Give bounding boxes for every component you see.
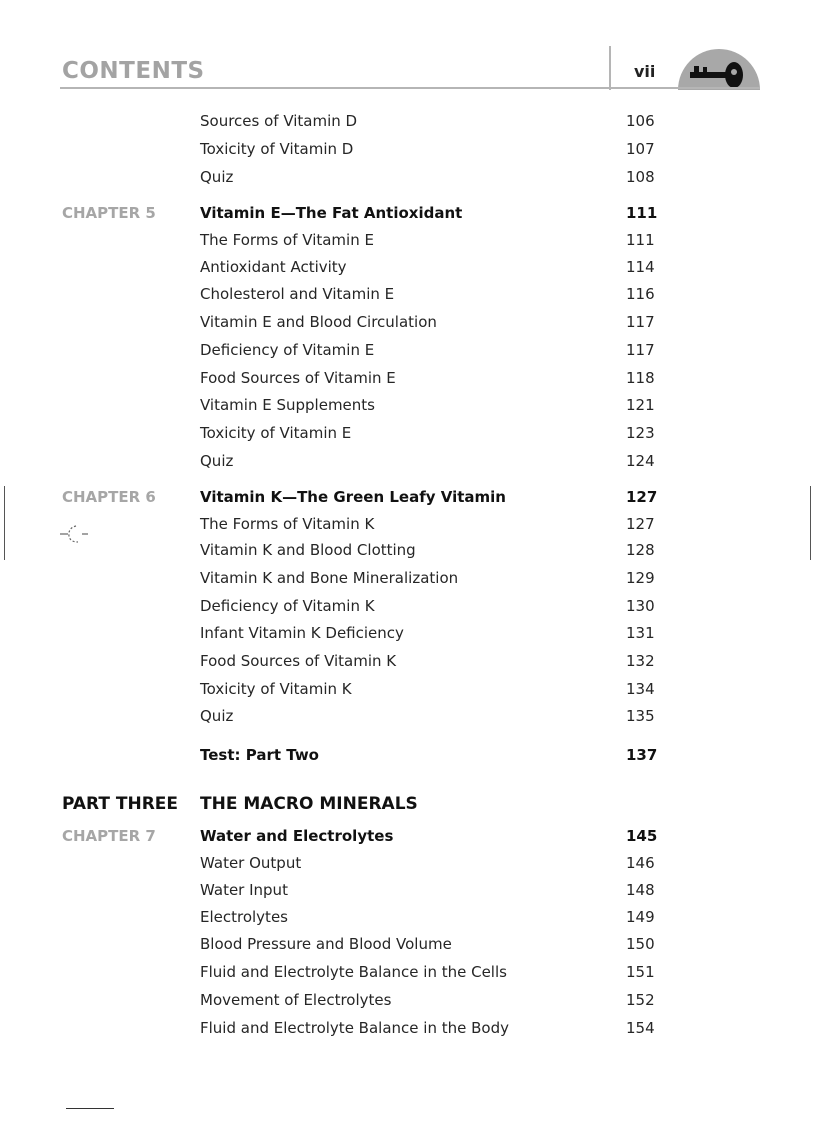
toc-page: 149: [626, 908, 655, 926]
toc-page: 128: [626, 541, 655, 559]
toc-page: 121: [626, 396, 655, 414]
toc-title: Toxicity of Vitamin E: [200, 424, 352, 442]
header-rule: [60, 87, 760, 89]
toc-entry: [0, 794, 816, 818]
toc-page: 151: [626, 963, 655, 981]
toc-page: 152: [626, 991, 655, 1009]
toc-entry: [0, 396, 816, 420]
toc-entry: [0, 1019, 816, 1043]
toc-title: Vitamin K—The Green Leafy Vitamin: [200, 488, 506, 506]
toc-entry: [0, 935, 816, 959]
toc-title: Food Sources of Vitamin K: [200, 652, 397, 670]
toc-title: Vitamin K and Bone Mineralization: [200, 569, 459, 587]
toc-page: 114: [626, 258, 655, 276]
toc-page: 134: [626, 680, 655, 698]
toc-page: 130: [626, 597, 655, 615]
toc-entry: [0, 624, 816, 648]
header-vertical-rule: [609, 46, 611, 90]
toc-title: Quiz: [200, 707, 234, 725]
toc-entry: [0, 452, 816, 476]
toc-entry: [0, 541, 816, 565]
toc-page: 106: [626, 112, 655, 130]
toc-entry: [0, 746, 816, 770]
toc-label: CHAPTER 6: [62, 488, 156, 506]
toc-title: Cholesterol and Vitamin E: [200, 285, 395, 303]
toc-page: 116: [626, 285, 655, 303]
toc-entry: [0, 707, 816, 731]
toc-page: 132: [626, 652, 655, 670]
toc-page: 124: [626, 452, 655, 470]
toc-title: The Forms of Vitamin K: [200, 515, 375, 533]
toc-page: 131: [626, 624, 655, 642]
toc-entry: [0, 313, 816, 337]
toc-page: 146: [626, 854, 655, 872]
toc-title: Deficiency of Vitamin K: [200, 597, 375, 615]
toc-title: Blood Pressure and Blood Volume: [200, 935, 452, 953]
toc-entry: [0, 112, 816, 136]
toc-page: 129: [626, 569, 655, 587]
toc-entry: [0, 231, 816, 255]
toc-label: CHAPTER 7: [62, 827, 156, 845]
toc-title: Toxicity of Vitamin D: [200, 140, 354, 158]
toc-page: 127: [626, 515, 655, 533]
toc-page: 145: [626, 827, 658, 845]
toc-entry: [0, 881, 816, 905]
toc-entry: [0, 515, 816, 539]
toc-title: The Forms of Vitamin E: [200, 231, 374, 249]
toc-title: Vitamin E—The Fat Antioxidant: [200, 204, 463, 222]
toc-page: 135: [626, 707, 655, 725]
toc-page: 117: [626, 341, 655, 359]
toc-entry: [0, 168, 816, 192]
toc-label: PART THREE: [62, 794, 179, 814]
toc-page: 154: [626, 1019, 655, 1037]
toc-title: THE MACRO MINERALS: [200, 794, 418, 814]
toc-entry: [0, 854, 816, 878]
toc-entry: [0, 140, 816, 164]
toc-title: Electrolytes: [200, 908, 288, 926]
toc-entry: [0, 827, 816, 851]
toc-page: 137: [626, 746, 658, 764]
toc-page: 107: [626, 140, 655, 158]
toc-entry: [0, 652, 816, 676]
toc-page: 148: [626, 881, 655, 899]
toc-entry: [0, 285, 816, 309]
toc-title: Sources of Vitamin D: [200, 112, 358, 130]
toc-entry: [0, 488, 816, 512]
toc-title: Toxicity of Vitamin K: [200, 680, 352, 698]
header-title: CONTENTS: [62, 58, 205, 84]
toc-page: 111: [626, 204, 658, 222]
toc-page: 123: [626, 424, 655, 442]
toc-title: Vitamin E Supplements: [200, 396, 375, 414]
toc-page: 118: [626, 369, 655, 387]
toc-title: Test: Part Two: [200, 746, 319, 764]
toc-page: 111: [626, 231, 655, 249]
toc-entry: [0, 369, 816, 393]
toc-page: 117: [626, 313, 655, 331]
toc-entry: [0, 204, 816, 228]
toc-entry: [0, 258, 816, 282]
toc-entry: [0, 963, 816, 987]
toc-title: Water Input: [200, 881, 288, 899]
toc-title: Quiz: [200, 452, 234, 470]
toc-page: 127: [626, 488, 658, 506]
toc-title: Food Sources of Vitamin E: [200, 369, 396, 387]
toc-entry: [0, 680, 816, 704]
toc-title: Fluid and Electrolyte Balance in the Cells: [200, 963, 507, 981]
header-page-number: vii: [634, 62, 656, 81]
toc-page: 108: [626, 168, 655, 186]
toc-title: Quiz: [200, 168, 234, 186]
toc-page: 150: [626, 935, 655, 953]
toc-title: Vitamin K and Blood Clotting: [200, 541, 416, 559]
toc-title: Fluid and Electrolyte Balance in the Body: [200, 1019, 509, 1037]
toc-title: Water Output: [200, 854, 302, 872]
toc-title: Movement of Electrolytes: [200, 991, 392, 1009]
toc-entry: [0, 341, 816, 365]
toc-entry: [0, 424, 816, 448]
toc-entry: [0, 597, 816, 621]
key-icon: [676, 44, 762, 90]
toc-entry: [0, 908, 816, 932]
toc-title: Deficiency of Vitamin E: [200, 341, 375, 359]
toc-entry: [0, 569, 816, 593]
toc-title: Vitamin E and Blood Circulation: [200, 313, 437, 331]
footer-mark: [66, 1108, 114, 1109]
toc-title: Water and Electrolytes: [200, 827, 394, 845]
toc-entry: [0, 991, 816, 1015]
toc-title: Antioxidant Activity: [200, 258, 347, 276]
toc-label: CHAPTER 5: [62, 204, 156, 222]
toc-title: Infant Vitamin K Deficiency: [200, 624, 404, 642]
